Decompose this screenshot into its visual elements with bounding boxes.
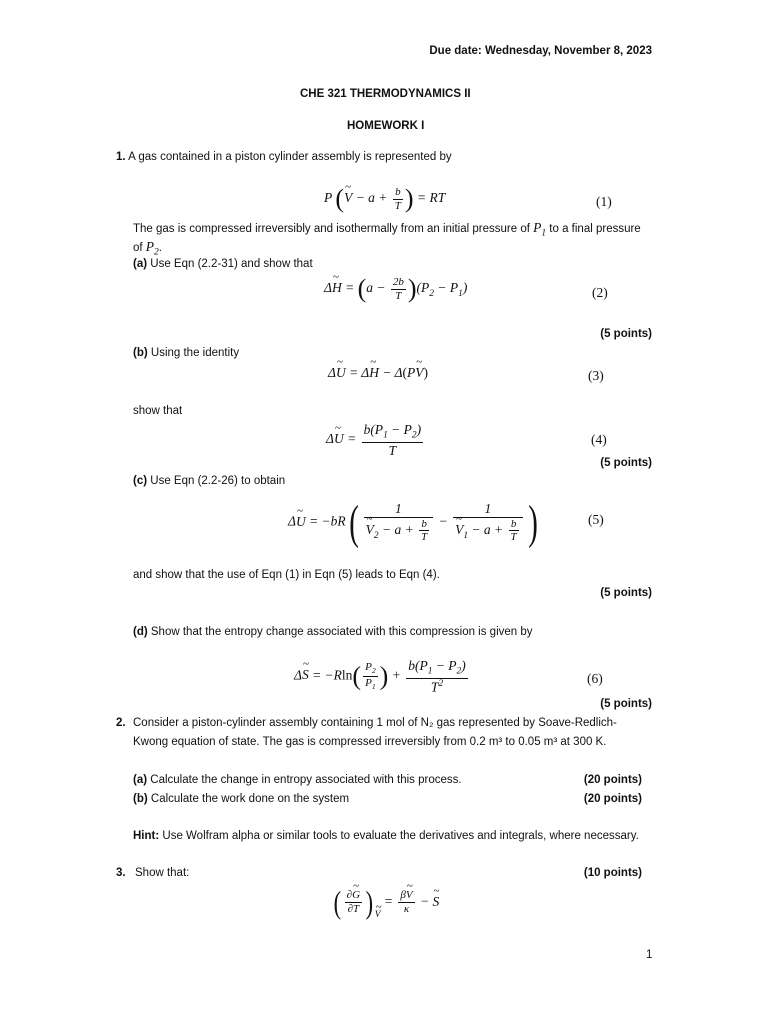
equation-6: Δ~ S = −Rln( $\frac{P_2}{P_1}$ ) + $\frac{b(P_1 - P_2)}{T^2}$ — [294, 658, 470, 695]
q2b-label: (b) — [133, 793, 148, 805]
q1b-points: (5 points) — [600, 457, 652, 469]
q1d-label: (d) — [133, 626, 148, 638]
equation-q3: ( $\frac{\partial\sim G}{\partial T}$ )~ $_V$ = $\frac{\beta\sim V}{\kappa}$ − ~ S — [332, 884, 439, 921]
equation-6-number: (6) — [587, 671, 603, 686]
q2-text-line1: Consider a piston-cylinder assembly containing 1 mol of N₂ gas represented by Soave-Redlich- — [133, 717, 617, 729]
equation-3-number: (3) — [588, 368, 604, 383]
q2b-points: (20 points) — [583, 793, 642, 805]
q2a-label: (a) — [133, 774, 148, 786]
compress-text-a: The gas is compressed irreversibly and isothermally from an initial pressure of — [133, 223, 530, 235]
q1d-prompt — [133, 626, 533, 638]
equation-3: Δ~ U = Δ~ H − Δ(P~ V) — [328, 365, 428, 381]
q1a-label: (a) — [133, 258, 148, 270]
equation-5: Δ~ U = −bR( 1 ~ $V_2 - a$ + $\frac{b}{T}$ − 1 ~ $V_1 - a$ + $\frac{b}{T}$ ) — [288, 495, 541, 550]
q2b-text: Calculate the work done on the system — [150, 793, 350, 805]
compress-text-c: of — [133, 242, 143, 254]
q2-hint — [133, 830, 639, 842]
q1b-prompt — [133, 347, 239, 359]
q2a-points: (20 points) — [583, 774, 642, 786]
hint-text: Use Wolfram alpha or similar tools to evaluate the derivatives and integrals, where necessary. — [162, 830, 639, 842]
q2-text-line2: Kwong equation of state. The gas is compressed irreversibly from 0.2 m³ to 0.05 m³ at 300 K. — [133, 736, 607, 748]
q1a-text: Use Eqn (2.2-31) and show that — [150, 258, 313, 270]
equation-5-number: (5) — [588, 512, 604, 527]
q1d-text: Show that the entropy change associated with this compression is given by — [150, 626, 533, 638]
q1c-text2: and show that the use of Eqn (1) in Eqn (5) leads to Eqn (4). — [133, 569, 440, 581]
q1c-points: (5 points) — [600, 587, 652, 599]
q1b-label: (b) — [133, 347, 148, 359]
q1d-points: (5 points) — [600, 698, 652, 710]
q1a-prompt — [133, 258, 313, 270]
course-title: CHE 321 THERMODYNAMICS II — [300, 88, 471, 100]
q3-points: (10 points) — [583, 867, 642, 879]
q3-number: 3. — [116, 867, 126, 879]
q2-number: 2. — [116, 717, 126, 729]
equation-1: P (~ V − a + $\frac{b}{T}$ ) = RT — [324, 184, 445, 214]
q1c-text: Use Eqn (2.2-26) to obtain — [150, 475, 286, 487]
q2a-prompt — [133, 774, 462, 786]
compress-text-b: to a final pressure — [549, 223, 641, 235]
q1-compress-line1: The gas is compressed irreversibly and isothermally from an initial pressure of $P_1$ to a final pressure — [133, 220, 641, 239]
q1-intro-text: A gas contained in a piston cylinder assembly is represented by — [128, 151, 452, 163]
q2b-prompt — [133, 793, 349, 805]
q1-compress-line2: of $P_2$. — [133, 239, 162, 258]
q1a-points: (5 points) — [600, 328, 652, 340]
hint-label: Hint: — [133, 830, 160, 842]
equation-1-number: (1) — [596, 194, 612, 209]
q2a-text: Calculate the change in entropy associated with this process. — [150, 774, 462, 786]
equation-4: Δ~ U = $\frac{b(P_1 - P_2)}{T}$ — [326, 422, 425, 458]
q3-text: Show that: — [135, 867, 190, 879]
equation-4-number: (4) — [591, 432, 607, 447]
equation-2: Δ~ H = (a − $\frac{2b}{T}$ )$(P_2 - P_1)$ — [324, 274, 467, 304]
q1-number: 1. — [116, 151, 126, 163]
q1c-prompt — [133, 475, 285, 487]
due-date: Due date: Wednesday, November 8, 2023 — [429, 45, 652, 57]
homework-title: HOMEWORK I — [347, 120, 425, 132]
q1c-label: (c) — [133, 475, 148, 487]
q1b-show-that: show that — [133, 405, 183, 417]
q1-intro — [116, 151, 452, 163]
equation-2-number: (2) — [592, 285, 608, 300]
page-number: 1 — [646, 949, 653, 961]
q1b-text: Using the identity — [150, 347, 240, 359]
